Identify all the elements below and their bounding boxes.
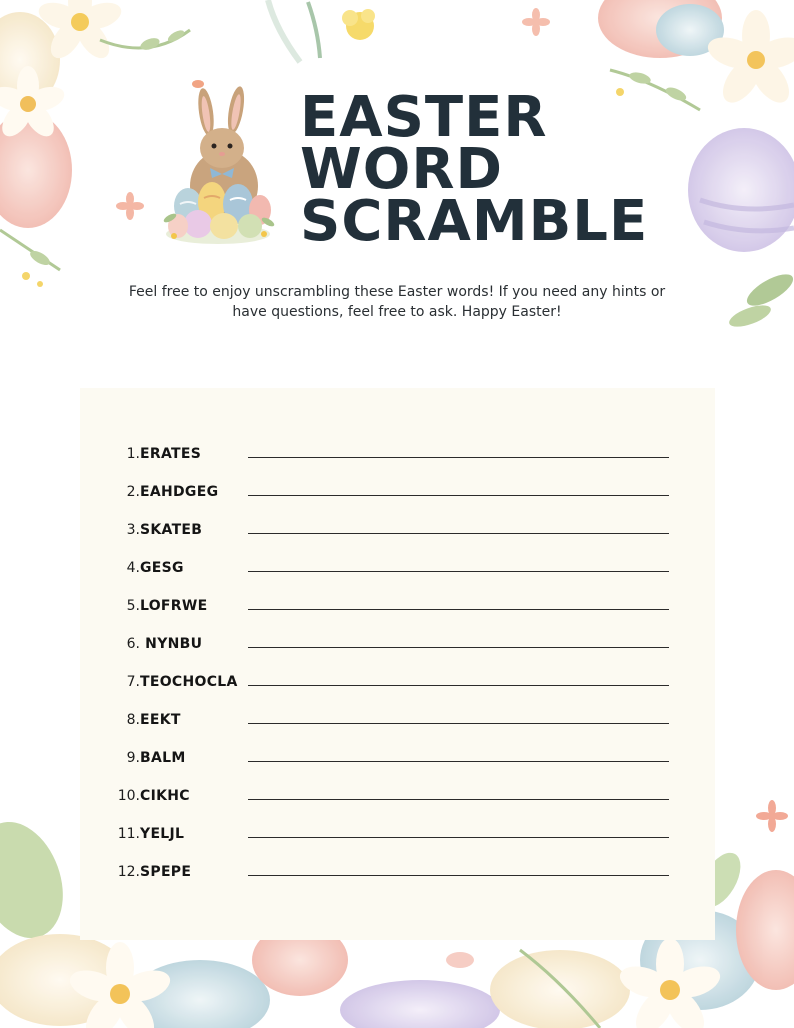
scramble-row <box>80 595 715 617</box>
scramble-row <box>80 443 715 465</box>
scrambled-word: YELJL <box>140 826 185 842</box>
scrambled-word: EEKT <box>140 712 181 728</box>
title-line-word: WORD <box>300 137 503 202</box>
answer-line[interactable] <box>248 457 669 458</box>
answer-line[interactable] <box>248 761 669 762</box>
title-line-scramble: SCRAMBLE <box>300 189 649 254</box>
scramble-row <box>80 481 715 503</box>
row-number: 2. <box>126 484 140 500</box>
row-number: 5. <box>126 598 140 614</box>
scramble-row <box>80 747 715 769</box>
scramble-row <box>80 671 715 693</box>
scramble-row <box>80 557 715 579</box>
scrambled-word: ERATES <box>140 446 202 462</box>
page-title <box>300 85 680 254</box>
answer-line[interactable] <box>248 495 669 496</box>
row-number: 3. <box>126 522 140 538</box>
intro-text <box>110 282 684 322</box>
scramble-row <box>80 709 715 731</box>
petal-sparkle <box>116 192 144 220</box>
scramble-row <box>80 633 715 655</box>
scrambled-word: GESG <box>140 560 184 576</box>
answer-line[interactable] <box>248 533 669 534</box>
title-line-easter: EASTER <box>300 85 548 150</box>
scrambled-word: EAHDGEG <box>140 484 219 500</box>
row-number: 9. <box>126 750 140 766</box>
scrambled-word: CIKHC <box>140 788 190 804</box>
scrambled-word: SKATEB <box>140 522 203 538</box>
petal-sparkle-right <box>756 800 788 832</box>
scramble-row <box>80 785 715 807</box>
answer-line[interactable] <box>248 685 669 686</box>
scramble-row <box>80 861 715 883</box>
row-number: 4. <box>126 560 140 576</box>
scrambled-word: LOFRWE <box>140 598 208 614</box>
intro-line-1: Feel free to enjoy unscrambling these Easter words! If you need any hints or <box>128 284 666 300</box>
answer-line[interactable] <box>248 647 669 648</box>
answer-line[interactable] <box>248 609 669 610</box>
scramble-row <box>80 823 715 845</box>
scrambled-word: TEOCHOCLA <box>140 674 238 690</box>
answer-line[interactable] <box>248 571 669 572</box>
answer-line[interactable] <box>248 799 669 800</box>
scrambled-word: SPEPE <box>140 864 192 880</box>
row-number: 11. <box>117 826 140 842</box>
answer-line[interactable] <box>248 723 669 724</box>
row-number: 8. <box>126 712 140 728</box>
row-number: 6. <box>126 636 140 652</box>
scrambled-word: BALM <box>140 750 186 766</box>
scramble-row <box>80 519 715 541</box>
scrambled-word: NYNBU <box>140 636 203 652</box>
intro-line-2: have questions, feel free to ask. Happy Easter! <box>232 304 562 320</box>
row-number: 12. <box>117 864 140 880</box>
row-number: 1. <box>126 446 140 462</box>
answer-line[interactable] <box>248 837 669 838</box>
answer-line[interactable] <box>248 875 669 876</box>
worksheet-card <box>80 388 715 940</box>
bunny-with-eggs-illustration <box>160 86 276 248</box>
row-number: 10. <box>117 788 140 804</box>
row-number: 7. <box>126 674 140 690</box>
